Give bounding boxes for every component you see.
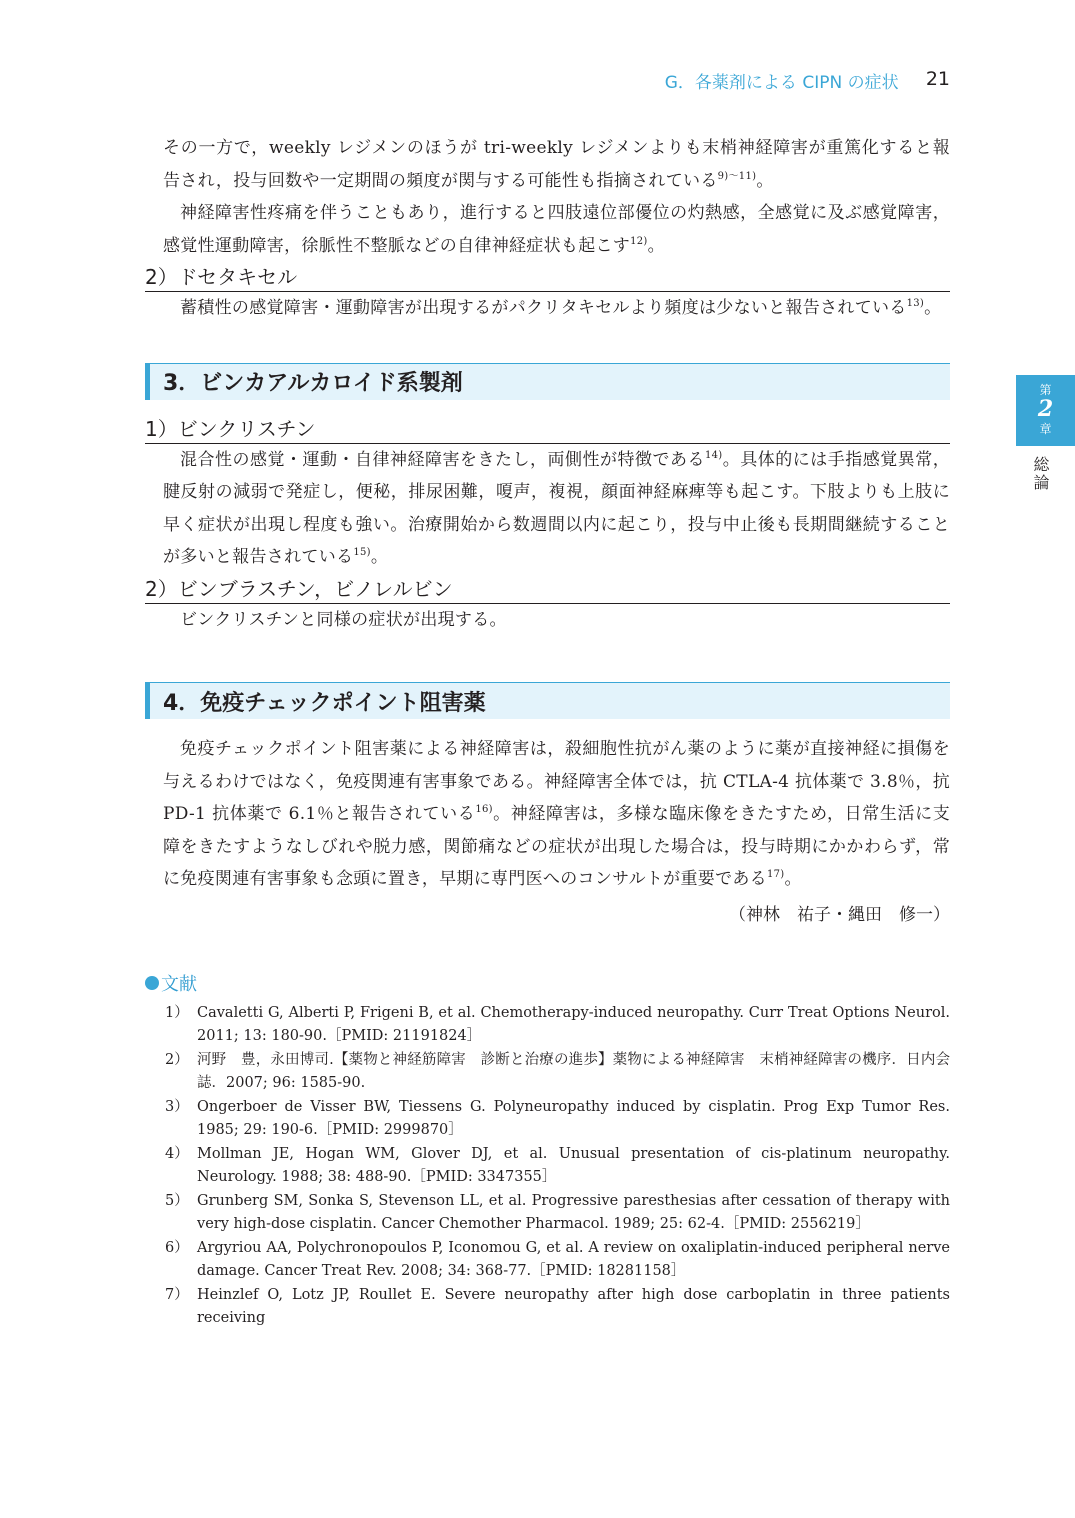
- citation: 13): [906, 298, 925, 309]
- subheading-vinblastine: 2）ビンブラスチン，ビノレルビン: [145, 576, 950, 604]
- bullet-dot-icon: [145, 976, 159, 990]
- section-heading-bar: [145, 683, 150, 719]
- chapter-side-label: 総論: [1031, 456, 1050, 492]
- citation: 17): [766, 869, 785, 880]
- reference-number: 7）: [165, 1286, 189, 1303]
- reference-number: 4）: [165, 1145, 189, 1162]
- chapter-tab: [1016, 375, 1075, 446]
- citation: 15): [353, 547, 371, 558]
- reference-number: 1）: [165, 1004, 189, 1021]
- reference-item: [165, 1237, 950, 1284]
- page-body: [145, 132, 950, 1331]
- reference-text: 河野 豊，永田博司.【薬物と神経筋障害 診断と治療の進歩】薬物による神経障害 末梢神経障害の機序．日内会誌．2007; 96: 1585-90.: [197, 1051, 950, 1091]
- section-title: 3．ビンカアルカロイド系製剤: [163, 371, 463, 396]
- chapter-tab-number: 2: [1037, 396, 1054, 422]
- reference-text: Cavaletti G, Alberti P, Frigeni B, et al. Chemotherapy-induced neuropathy. Curr Treat Options Neurol. 2011; 13: 180-90.［PMID: 21191824］: [197, 1004, 950, 1044]
- vinblastine-paragraph: ビンクリスチンと同様の症状が出現する。: [180, 609, 507, 630]
- docetaxel-paragraph: 蓄積性の感覚障害・運動障害が出現するがパクリタキセルより頻度は少ないと報告されている$^{13)}$。: [180, 298, 942, 318]
- vincristine-paragraph: 混合性の感覚・運動・自律神経障害をきたし，両側性が特徴である$^{14)}$。具体的には手指感覚異常，腱反射の減弱で発症し，便秘，排尿困難，嗄声，複視，顔面神経麻痺等も起こす。下肢よりも上肢に早く症状が出現し程度も強い。治療開始から数週間以内に起こり，投与中止後も長期間継続することが多いと報告されている$^{15)}$。: [163, 449, 951, 567]
- reference-item: [165, 1190, 950, 1237]
- reference-number: 5）: [165, 1192, 189, 1209]
- reference-item: [165, 1284, 950, 1331]
- reference-number: 2）: [165, 1051, 189, 1068]
- references-heading: [145, 970, 950, 996]
- reference-text: Argyriou AA, Polychronopoulos P, Iconomou G, et al. A review on oxaliplatin-induced peripheral nerve damage. Cancer Treat Rev. 2008; 34: 368-77.［PMID: 18281158］: [197, 1239, 950, 1279]
- citation: 14): [704, 449, 723, 461]
- reference-text: Ongerboer de Visser BW, Tiessens G. Polyneuropathy induced by cisplatin. Prog Exp Tumor Res. 1985; 29: 190-6.［PMID: 2999870］: [197, 1098, 950, 1138]
- author-credit: （神林 祐子・縄田 修一）: [729, 904, 950, 925]
- reference-number: 6）: [165, 1239, 189, 1256]
- ici-paragraph: 免疫チェックポイント阻害薬による神経障害は，殺細胞性抗がん薬のように薬が直接神経に損傷を与えるわけではなく，免疫関連有害事象である。神経障害全体では，抗 CTLA-4 抗体薬で 3.8％，抗 PD-1 抗体薬で 6.1％と報告されている$^{16)}$。神経障害は，多様な臨床像をきたすため，日常生活に支障をきたすようなしびれや脱力感，関節痛などの症状が出現した場合は，投与時期にかかわらず，常に免疫関連有害事象も念頭に置き，早期に専門医へのコンサルトが重要である$^{17)}$。: [163, 739, 950, 889]
- intro-paragraph-1: その一方で，weekly レジメンのほうが tri-weekly レジメンよりも末梢神経障害が重篤化すると報告され，投与回数や一定期間の頻度が関与する可能性も指摘されている$^{9)\sim 11)}$。: [163, 138, 950, 191]
- references-list: [145, 1002, 950, 1331]
- section-heading-bar: [145, 364, 150, 400]
- reference-text: Grunberg SM, Sonka S, Stevenson LL, et al. Progressive paresthesias after cessation of therapy with very high-dose cisplatin. Cancer Chemother Pharmacol. 1989; 25: 62-4.［PMID: 2556219］: [197, 1192, 950, 1232]
- subheading-vincristine: 1）ビンクリスチン: [145, 416, 950, 444]
- chapter-tab-prefix: 第: [1039, 383, 1052, 397]
- page-number: 21: [925, 68, 950, 90]
- reference-item: [165, 1049, 950, 1096]
- running-title: [660, 68, 950, 93]
- citation: 12): [630, 235, 648, 247]
- subheading-docetaxel: 2）ドセタキセル: [145, 264, 950, 292]
- section-heading-vinca: [145, 363, 950, 400]
- reference-number: 3）: [165, 1098, 189, 1115]
- section-title: 4．免疫チェックポイント阻害薬: [163, 690, 486, 716]
- section-heading-ici: [145, 682, 950, 719]
- citation: 16): [475, 804, 493, 815]
- reference-text: Mollman JE, Hogan WM, Glover DJ, et al. Unusual presentation of cis-platinum neuropathy. Neurology. 1988; 38: 488-90.［PMID: 3347355］: [197, 1145, 950, 1185]
- chapter-tab-suffix: 章: [1039, 422, 1052, 436]
- reference-item: [165, 1096, 950, 1143]
- running-title-text: G．各薬剤による CIPN の症状: [664, 73, 899, 93]
- reference-item: [165, 1143, 950, 1190]
- reference-text: Heinzlef O, Lotz JP, Roullet E. Severe neuropathy after high dose carboplatin in three patients receiving: [197, 1286, 950, 1326]
- citation: 9)～11): [717, 170, 757, 182]
- reference-item: [165, 1002, 950, 1049]
- references-heading-text: 文献: [161, 973, 197, 995]
- intro-paragraph-2: 神経障害性疼痛を伴うこともあり，進行すると四肢遠位部優位の灼熱感，全感覚に及ぶ感覚障害，感覚性運動障害，徐脈性不整脈などの自律神経症状も起こす$^{12)}$。: [163, 203, 950, 256]
